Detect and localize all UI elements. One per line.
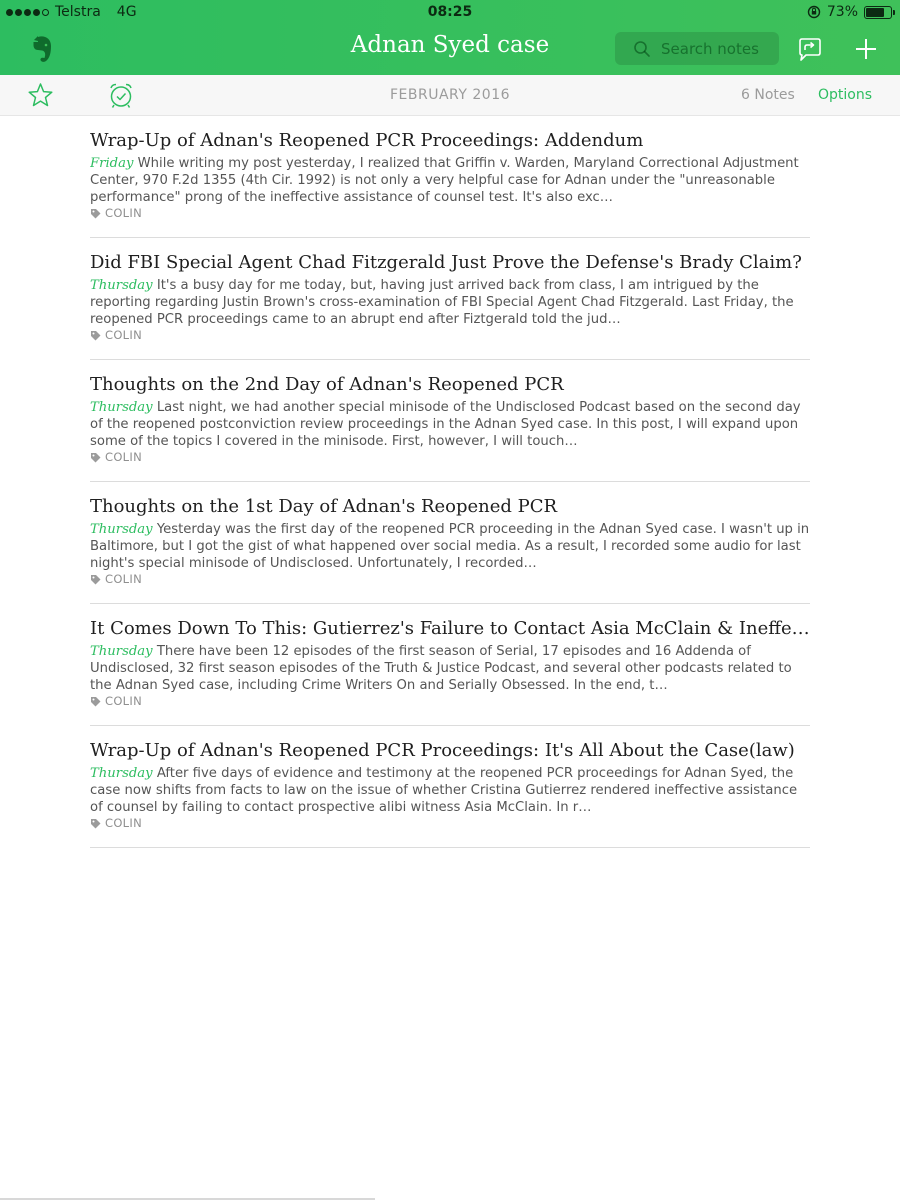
note-tag <box>90 572 810 586</box>
note-list <box>90 116 810 848</box>
plus-icon[interactable] <box>853 36 879 62</box>
note-item[interactable] <box>90 238 810 360</box>
options-button[interactable]: Options <box>818 87 873 103</box>
note-snippet-text: There have been 12 episodes of the first season of Serial, 17 episodes and 16 Addenda of Undisclosed, 32 first season episodes of the Truth & Justice Podcast, and several other podcasts related to the Adnan Syed case, including Crime Writers On and Serially Obsessed. In the end, t… <box>90 644 792 693</box>
month-header: FEBRUARY 2016 <box>389 87 511 103</box>
tag-icon <box>90 208 101 219</box>
note-date: Thursday <box>90 766 153 781</box>
notes-toolbar <box>0 75 900 116</box>
note-item[interactable] <box>90 116 810 238</box>
note-item[interactable] <box>90 360 810 482</box>
note-date: Thursday <box>90 522 153 537</box>
tag-label: COLIN <box>105 816 142 830</box>
carrier-name: Telstra <box>55 4 101 20</box>
battery-icon <box>864 6 892 19</box>
status-right <box>807 4 892 20</box>
note-tag <box>90 694 810 708</box>
note-snippet <box>90 155 810 206</box>
tag-icon <box>90 574 101 585</box>
note-date: Thursday <box>90 644 153 659</box>
status-time: 08:25 <box>427 4 473 20</box>
note-title: Did FBI Special Agent Chad Fitzgerald Just Prove the Defense's Brady Claim? <box>90 252 802 273</box>
note-snippet <box>90 277 810 328</box>
battery-percent: 73% <box>826 4 858 20</box>
search-box[interactable] <box>615 32 779 65</box>
note-tag <box>90 816 810 830</box>
note-title: It Comes Down To This: Gutierrez's Failure to Contact Asia McClain & Ineffe… <box>90 618 810 639</box>
note-date: Friday <box>90 156 134 171</box>
tag-icon <box>90 452 101 463</box>
battery-level <box>866 8 884 17</box>
tag-label: COLIN <box>105 450 142 464</box>
tag-label: COLIN <box>105 206 142 220</box>
tag-label: COLIN <box>105 572 142 586</box>
network-type: 4G <box>116 4 137 20</box>
note-tag <box>90 328 810 342</box>
tag-icon <box>90 696 101 707</box>
note-item[interactable] <box>90 482 810 604</box>
note-tag <box>90 206 810 220</box>
tag-label: COLIN <box>105 694 142 708</box>
note-date: Thursday <box>90 400 153 415</box>
note-title: Wrap-Up of Adnan's Reopened PCR Proceedings: Addendum <box>90 130 644 151</box>
note-snippet-text: It's a busy day for me today, but, having just arrived back from class, I am intrigued by the reporting regarding Justin Brown's cross-examination of FBI Special Agent Chad Fitzgerald. Last Friday, the reopened PCR proceedings came to an abrupt end after Fiztgerald told the jud… <box>90 278 794 327</box>
note-snippet <box>90 765 810 816</box>
note-item[interactable] <box>90 604 810 726</box>
note-snippet <box>90 399 810 450</box>
notebook-title: Adnan Syed case <box>350 32 550 58</box>
notes-count: 6 Notes <box>741 87 795 103</box>
note-snippet-text: While writing my post yesterday, I realized that Griffin v. Warden, Maryland Correctional Adjustment Center, 970 F.2d 1355 (4th Cir. 1992) is not only a very helpful case for Adnan under the "unreasonable performance" prong of the ineffective assistance of counsel test. It's also exc… <box>90 156 799 205</box>
status-bar <box>0 0 900 24</box>
share-icon[interactable] <box>797 36 823 62</box>
note-snippet <box>90 521 810 572</box>
search-icon <box>633 40 651 58</box>
note-snippet <box>90 643 810 694</box>
note-snippet-text: Last night, we had another special minisode of the Undisclosed Podcast based on the second day of the reopened postconviction review proceedings in the Adnan Syed case. In this post, I will expand upon some of the topics I covered in the minisode. First, however, I will touch… <box>90 400 801 449</box>
note-snippet-text: After five days of evidence and testimony at the reopened PCR proceedings for Adnan Syed, the case now shifts from facts to law on the issue of whether Cristina Gutierrez rendered ineffective assistance of counsel by failing to contact prospective alibi witness Asia McClain. In r… <box>90 766 798 815</box>
note-title: Wrap-Up of Adnan's Reopened PCR Proceedings: It's All About the Case(law) <box>90 740 795 761</box>
tag-icon <box>90 818 101 829</box>
note-tag <box>90 450 810 464</box>
note-title: Thoughts on the 2nd Day of Adnan's Reopened PCR <box>90 374 564 395</box>
note-item[interactable] <box>90 726 810 848</box>
app-header <box>0 0 900 75</box>
nav-bar <box>0 24 900 75</box>
note-snippet-text: Yesterday was the first day of the reopened PCR proceeding in the Adnan Syed case. I wasn't up in Baltimore, but I got the gist of what happened over social media. As a result, I recorded some audio for last night's special minisode of Undisclosed. Unfortunately, I recorded… <box>90 522 810 571</box>
note-title: Thoughts on the 1st Day of Adnan's Reopened PCR <box>90 496 558 517</box>
rotation-lock-icon <box>807 5 821 19</box>
search-input[interactable] <box>661 40 776 58</box>
note-date: Thursday <box>90 278 153 293</box>
tag-label: COLIN <box>105 328 142 342</box>
tag-icon <box>90 330 101 341</box>
